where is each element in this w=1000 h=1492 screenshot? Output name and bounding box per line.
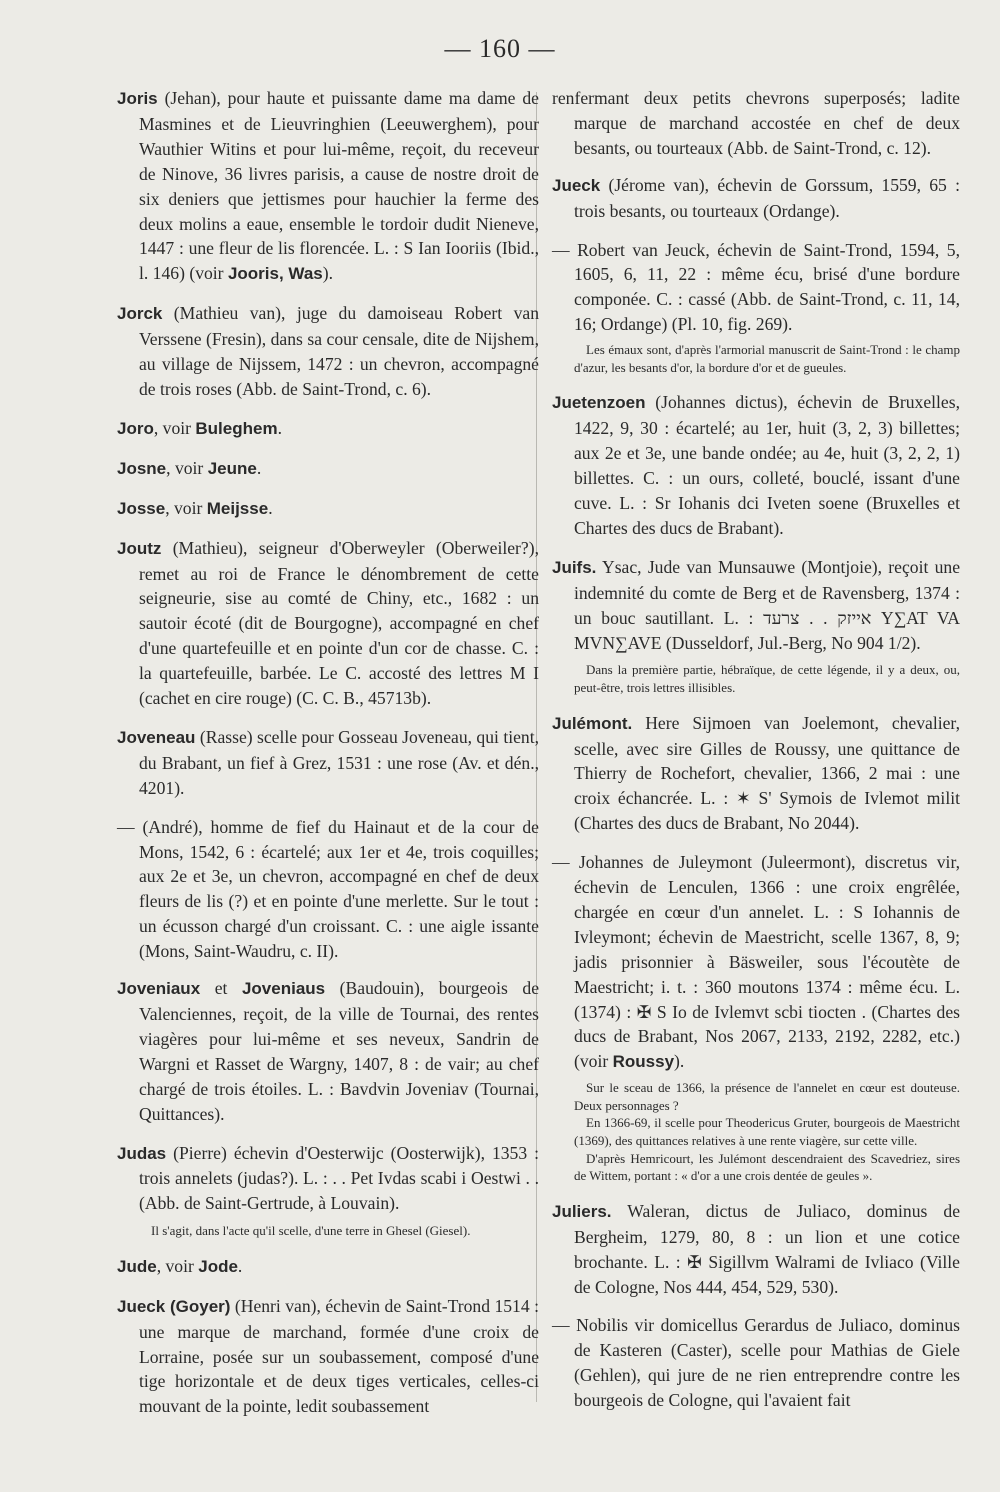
- entry-text: (Johannes dictus), échevin de Bruxelles, 1422, 9, 30 : écartelé; au 1er, huit (3, 2, 3) billettes; aux 2e et 3e, une bande ondée; au 4e, huit (3, 2, 2, 1) billettes. C. : un ours, colleté, bouclé, issant d'une cuve. L. : Sr Iohanis dci Iveten soene (Bruxelles et Chartes des ducs de Brabant).: [574, 392, 960, 538]
- entry-text: (Mathieu van), juge du damoiseau Robert van Verssene (Fresin), dans sa cour censale, dite de Nijshem, au village de Nijssem, 1472 : un chevron, accompagné de trois roses (Abb. de Saint-Trond, c. 6).: [139, 303, 539, 399]
- entry-text: (Henri van), échevin de Saint-Trond 1514 : une marque de marchand, formée d'une croix de Lorraine, posée sur un soubassement, composé d'une tige horizontale et de deux tiges verticales, celles-ci mouvant de la pointe, ledit soubassement: [139, 1295, 539, 1417]
- entry-text: , voir: [166, 457, 208, 478]
- entry-text: Waleran, dictus de Juliaco, dominus de Bergheim, 1279, 80, 8 : un lion et une cotice brochante. L. : ✠ Sigillvm Walrami de Ivliaco (Ville de Cologne, Nos 444, 454, 529, 530).: [574, 1200, 960, 1297]
- entry-text: (Jehan), pour haute et puissante dame ma dame de Masmines et de Lieuvringhien (Leeuwerghem), pour Wauthier Witins et pour lui-même, reçoit, du receveur de Ninove, 36 livres parisis, a cause de nostre droit de six deniers que jettismes pour hauchier la ferme des deux molins a eaue, ensemble le tordoir dudit Nieneve, 1447 : une fleur de lis florencée. L. : S Ian Iooriis (Ibid., l. 146) (voir: [139, 88, 539, 284]
- entry-headword: Josne: [117, 458, 167, 478]
- right-column: [552, 86, 960, 1425]
- cross-reference: Meijsse: [206, 498, 269, 518]
- entry-jude: [117, 1254, 539, 1280]
- entry-text-tail: .: [277, 417, 282, 438]
- entry-juliers: [552, 1199, 960, 1300]
- entry-jueck-cont: [552, 86, 960, 161]
- entry-text: (Pierre) échevin d'Oesterwijc (Oosterwijk), 1353 : trois annelets (judas?). L. : . . Pet Ivdas scabi i Oestwi . . (Abb. de Saint-Gertrude, à Louvain).: [139, 1142, 539, 1214]
- entry-text: et: [200, 978, 242, 999]
- entry-jueck-jerome: [552, 173, 960, 224]
- footnote-text: D'après Hemricourt, les Julémont descendraient des Scavedriez, sires de Wittem, portant : « d'or a une crois dentée de geules ».: [574, 1150, 960, 1184]
- entry-text-tail: .: [268, 497, 273, 518]
- entry-juliers-gerard: [552, 1313, 960, 1413]
- entry-headword: Jueck: [552, 175, 601, 195]
- entry-josne: [117, 456, 539, 482]
- entry-text-tail: (Baudouin), bourgeois de Valenciennes, reçoit, de la ville de Tournai, des rentes viagères pour lui-même et ses neveux, Sandrin de Wargni et Rasset de Wargny, 1407, 8 : de vair; au chef chargé de trois étoiles. L. : Bavdvin Joveniav (Tournai, Quittances).: [139, 978, 539, 1124]
- footnote-text: Sur le sceau de 1366, la présence de l'annelet en cœur est douteuse. Deux personnages ?: [574, 1080, 960, 1113]
- entry-text: , voir: [153, 417, 196, 438]
- entry-headword: Josse: [117, 498, 166, 518]
- footnote-text: Il s'agit, dans l'acte qu'il scelle, d'une terre in Ghesel (Giesel).: [151, 1223, 471, 1239]
- cross-reference: Jooris, Was: [227, 264, 323, 284]
- entry-headword: Joveneau: [117, 727, 196, 747]
- footnote-text: Dans la première partie, hébraïque, de cette légende, il y a deux, ou, peut-être, trois lettres illisibles.: [574, 662, 960, 695]
- footnote: [574, 1079, 960, 1185]
- entry-text: (Jérome van), échevin de Gorssum, 1559, 65 : trois besants, ou tourteaux (Ordange).: [574, 174, 960, 221]
- entry-headword: Juifs.: [552, 557, 597, 577]
- entry-headword: Joveniaux: [117, 979, 201, 999]
- entry-juleymont: [552, 850, 960, 1075]
- entry-text: renfermant deux petits chevrons superposés; ladite marque de marchand accostée en chef de deux besants, ou tourteaux (Abb. de Saint-Trond, c. 12).: [552, 88, 960, 158]
- left-column: [117, 86, 539, 1433]
- cross-reference: Buleghem: [195, 418, 278, 438]
- entry-juifs: [552, 555, 960, 656]
- entry-text: (Mathieu), seigneur d'Oberweyler (Oberweiler?), remet au roi de France le dénombrement de cette seigneurie, sise au comté de Chiny, etc., 1682 : un sautoir écoté (dit de Bourgogne), accompagné en chef d'une quartefeuille et en pointe d'un cor de chasse. C. : la quartefeuille, barbée. Le C. accosté des lettres M I (cachet en cire rouge) (C. C. B., 45713b).: [139, 537, 539, 709]
- entry-text: — (André), homme de fief du Hainaut et de la cour de Mons, 1542, 6 : écartelé; aux 1er et 4e, trois coquilles; aux 2e et 3e, un chevron, accompagné en chef de deux fleurs de lis (?) et en pointe d'une merlette. Sur le tout : un écusson chargé d'un croissant. C. : une aigle issante (Mons, Saint-Waudru, c. II).: [117, 816, 539, 962]
- entry-headword: Jude: [117, 1256, 157, 1276]
- entry-headword: Juliers.: [552, 1201, 612, 1221]
- footnote-text: Les émaux sont, d'après l'armorial manuscrit de Saint-Trond : le champ d'azur, les besants d'or, la bordure d'or et de gueules.: [574, 342, 960, 375]
- entry-text: , voir: [165, 497, 207, 518]
- entry-josse: [117, 496, 539, 522]
- entry-text: — Nobilis vir domicellus Gerardus de Juliaco, dominus de Kasteren (Caster), scelle pour Mathias de Giele (Gehlen), qui jure de ne rien entreprendre contre les bourgeois de Cologne, qui l'avaient fait: [552, 1315, 960, 1411]
- cross-reference: Jeune: [207, 458, 257, 478]
- entry-jorck: [117, 301, 539, 402]
- entry-text: , voir: [156, 1255, 199, 1276]
- entry-headword: Joro: [117, 418, 154, 438]
- entry-headword: Jueck (Goyer): [117, 1296, 231, 1316]
- cross-reference: Joveniaus: [241, 979, 326, 999]
- entry-headword: Juetenzoen: [552, 393, 646, 413]
- entry-joris: [117, 86, 539, 287]
- entry-julemont: [552, 711, 960, 837]
- entry-jueck-goyer: [117, 1294, 539, 1420]
- page-number: — 160 —: [444, 34, 556, 63]
- footnote: [574, 661, 960, 696]
- entry-text: Ysac, Jude van Munsauwe (Montjoie), reçoit une indemnité du comte de Berg et de Ravensberg, 1374 : un bouc sautillant. L. : אייזק . . צרעד Y∑AT VA MVN∑AVE (Dusseldorf, Jul.-Berg, No 904 1/2).: [574, 556, 960, 653]
- footnote-text: En 1366-69, il scelle pour Theodericus Gruter, bourgeois de Maestricht (1369), des quittances relatives à une rente viagère, sur cette ville.: [574, 1115, 960, 1149]
- entry-text-tail: ).: [674, 1051, 685, 1072]
- entry-text: — Johannes de Juleymont (Juleermont), discretus vir, échevin de Lenculen, 1366 : une croix engrêlée, chargée en cœur d'un annelet. L. : S Iohannis de Ivleymont; échevin de Maestricht, scelle 1367, 8, 9; jadis prisonnier à Bäsweiler, sous l'écoutète de Maestricht; i. t. : 360 moutons 1374 : même écu. L. (1374) : ✠ S Io de Ivlemvt scbi tiocten . (Chartes des ducs de Brabant, Nos 2067, 2133, 2192, 2282, etc.) (voir: [552, 852, 960, 1072]
- entry-headword: Joutz: [117, 538, 162, 558]
- entry-text: — Robert van Jeuck, échevin de Saint-Trond, 1594, 5, 1605, 6, 11, 22 : même écu, brisé d'une bordure componée. C. : cassé (Abb. de Saint-Trond, c. 11, 14, 16; Ordange) (Pl. 10, fig. 269).: [552, 239, 960, 335]
- entry-headword: Joris: [117, 89, 158, 108]
- entry-joutz: [117, 536, 539, 711]
- entry-headword: Julémont.: [552, 713, 633, 733]
- entry-headword: Jorck: [117, 304, 163, 324]
- entry-text-tail: ).: [322, 263, 333, 284]
- entry-joveniaux: [117, 976, 539, 1126]
- entry-text: Here Sijmoen van Joelemont, chevalier, scelle, avec sire Gilles de Roussy, une quittance de Thierry de Rochefort, chevalier, 1366, 2 mai : une croix échancrée. L. : ✶ S' Symois de Ivlemot milit (Chartes des ducs de Brabant, No 2044).: [574, 712, 960, 834]
- entry-joro: [117, 416, 539, 442]
- entry-text: (Rasse) scelle pour Gosseau Joveneau, qui tient, du Brabant, un fief à Grez, 1531 : une rose (Av. et dén., 4201).: [139, 726, 539, 798]
- entry-joveneau-andre: [117, 815, 539, 964]
- entry-headword: Judas: [117, 1143, 167, 1163]
- entry-text-tail: .: [237, 1255, 243, 1276]
- cross-reference: Jode: [198, 1256, 238, 1276]
- entry-jeuck-robert: [552, 238, 960, 338]
- entry-juetenzoen: [552, 390, 960, 540]
- cross-reference: Roussy: [612, 1052, 675, 1072]
- entry-text-tail: .: [256, 457, 262, 478]
- entry-judas: [117, 1141, 539, 1217]
- entry-joveneau: [117, 725, 539, 801]
- footnote: [574, 341, 960, 376]
- footnote: [139, 1222, 539, 1240]
